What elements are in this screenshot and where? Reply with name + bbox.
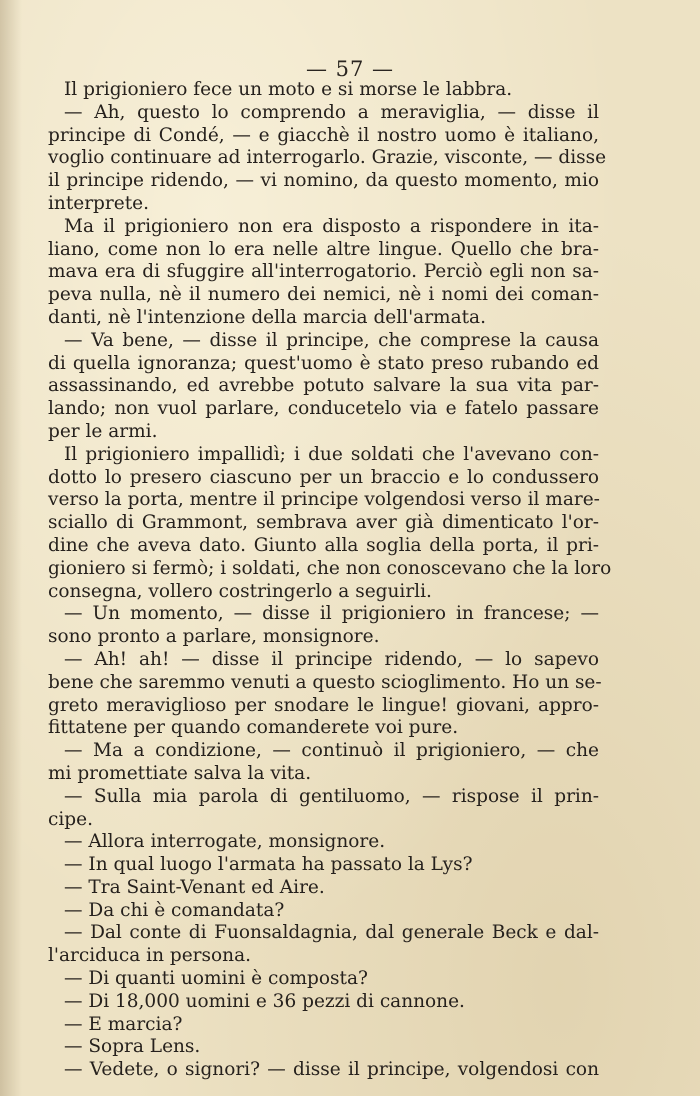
text-line: assassinando, ed avrebbe potuto salvare la sua vita par- bbox=[48, 375, 599, 397]
text-line: — Sopra Lens. bbox=[64, 1036, 201, 1058]
text-line: Ma il prigioniero non era disposto a rispondere in ita- bbox=[64, 215, 599, 237]
text-line: consegna, vollero costringerlo a seguirli. bbox=[48, 580, 432, 602]
page-number: — 57 — bbox=[305, 57, 395, 81]
text-line: sono pronto a parlare, monsignore. bbox=[48, 626, 380, 648]
text-line: dotto lo presero ciascuno per un braccio e lo condussero bbox=[48, 466, 599, 488]
text-line: — Tra Saint-Venant ed Aire. bbox=[64, 876, 325, 898]
text-line: principe di Condé, — e giacchè il nostro uomo è italiano, bbox=[48, 124, 599, 146]
text-line: sciallo di Grammont, sembrava aver già dimenticato l'or- bbox=[48, 512, 599, 534]
text-line: — Allora interrogate, monsignore. bbox=[64, 831, 386, 853]
text-line: Il prigioniero impallidì; i due soldati che l'avevano con- bbox=[64, 443, 599, 465]
text-line: interprete. bbox=[48, 192, 149, 214]
text-line: peva nulla, nè il numero dei nemici, nè i nomi dei coman- bbox=[48, 284, 599, 306]
text-line: — Ah! ah! — disse il principe ridendo, — lo sapevo bbox=[64, 648, 599, 670]
body-text bbox=[48, 79, 612, 1082]
text-line: — Ah, questo lo comprendo a meraviglia, — disse il bbox=[64, 101, 599, 123]
text-line: di quella ignoranza; quest'uomo è stato preso rubando ed bbox=[48, 352, 599, 374]
text-line: — Va bene, — disse il principe, che comprese la causa bbox=[64, 329, 599, 351]
text-line: — Da chi è comandata? bbox=[64, 899, 285, 921]
text-line: — Dal conte di Fuonsaldagnia, dal generale Beck e dal- bbox=[64, 922, 599, 944]
text-line: cipe. bbox=[48, 808, 93, 830]
text-line: Il prigioniero fece un moto e si morse le labbra. bbox=[64, 79, 513, 100]
text-line: voglio continuare ad interrogarlo. Grazie, visconte, — disse bbox=[48, 147, 607, 169]
text-line: danti, nè l'intenzione della marcia dell'armata. bbox=[48, 306, 486, 328]
text-line: — E marcia? bbox=[64, 1013, 183, 1035]
text-line: l'arciduca in persona. bbox=[48, 945, 251, 967]
text-line: — Ma a condizione, — continuò il prigioniero, — che bbox=[64, 740, 599, 762]
page-spine-shadow bbox=[0, 0, 22, 1096]
text-line: per le armi. bbox=[48, 420, 158, 442]
text-line: — Vedete, o signori? — disse il principe, volgendosi con bbox=[64, 1059, 599, 1081]
text-line: liano, come non lo era nelle altre lingue. Quello che bra- bbox=[48, 238, 599, 260]
text-line: — Un momento, — disse il prigioniero in francese; — bbox=[64, 603, 599, 625]
text-line: mi promettiate salva la vita. bbox=[48, 762, 312, 784]
text-line: fittatene per quando comanderete voi pure. bbox=[48, 717, 459, 739]
text-line: verso la porta, mentre il principe volgendosi verso il mare- bbox=[48, 489, 600, 511]
text-line: bene che saremmo venuti a questo scioglimento. Ho un se- bbox=[48, 671, 602, 693]
text-line: gioniero si fermò; i soldati, che non conoscevano che la loro bbox=[48, 557, 612, 579]
text-line: — Sulla mia parola di gentiluomo, — rispose il prin- bbox=[64, 785, 599, 807]
text-line: — Di quanti uomini è composta? bbox=[64, 968, 368, 990]
text-line: — Di 18,000 uomini e 36 pezzi di cannone. bbox=[64, 990, 465, 1012]
text-line: dine che aveva dato. Giunto alla soglia della porta, il pri- bbox=[48, 534, 599, 556]
text-line: greto meraviglioso per snodare le lingue! giovani, appro- bbox=[48, 694, 599, 716]
text-line: — In qual luogo l'armata ha passato la Lys? bbox=[64, 854, 473, 876]
text-line: mava era di sfuggire all'interrogatorio. Perciò egli non sa- bbox=[48, 261, 599, 283]
text-line: lando; non vuol parlare, conducetelo via e fatelo passare bbox=[48, 398, 599, 420]
text-line: il principe ridendo, — vi nomino, da questo momento, mio bbox=[48, 170, 599, 192]
